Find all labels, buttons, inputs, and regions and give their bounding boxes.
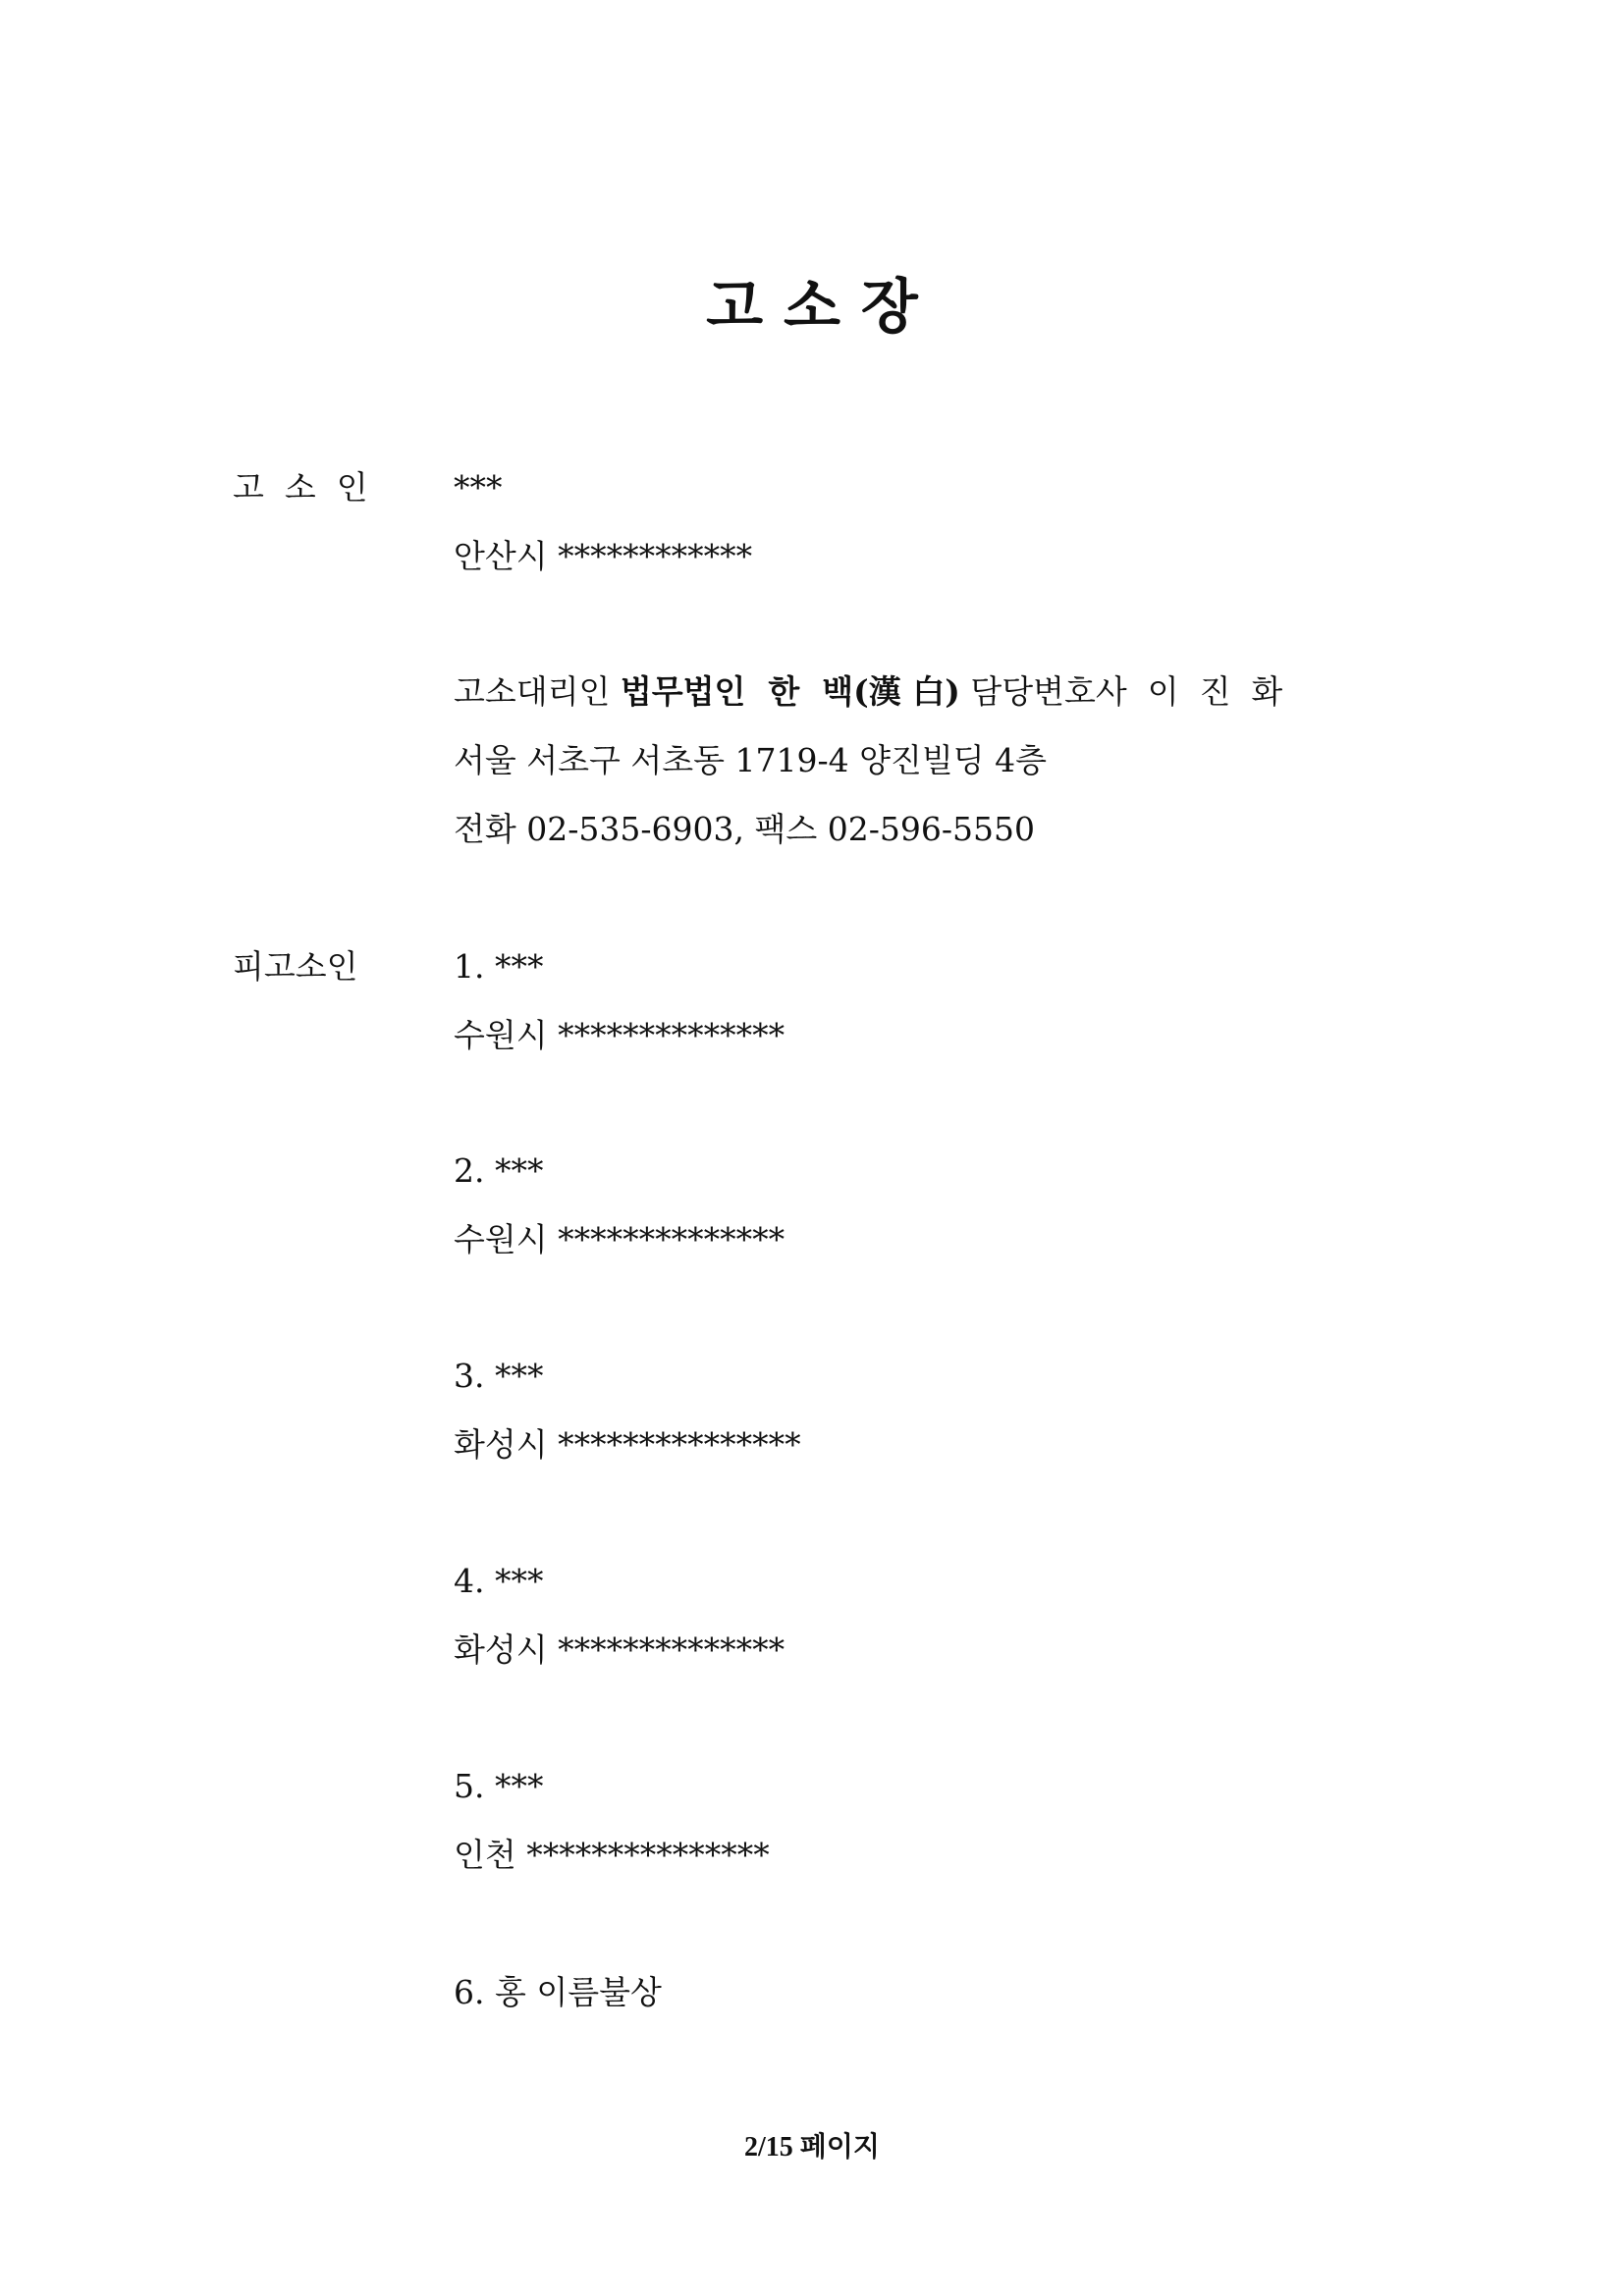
agent-contact: 전화 02-535-6903, 팩스 02-596-5550 bbox=[454, 810, 1035, 848]
defendants-label: 피고소인 bbox=[233, 947, 358, 986]
agent-line bbox=[454, 667, 1282, 717]
defendant-3-name: 3. *** bbox=[454, 1357, 544, 1395]
defendant-3-address: 화성시 *************** bbox=[454, 1425, 801, 1464]
agent-lawyer: 담당변호사 이 진 화 bbox=[970, 672, 1283, 711]
defendant-6-name: 6. 홍 이름불상 bbox=[454, 1973, 662, 2011]
complainant-address: 안산시 ************ bbox=[454, 537, 753, 575]
defendant-1-address: 수원시 ************** bbox=[454, 1016, 785, 1054]
document-title: 고 소 장 bbox=[706, 273, 918, 342]
complainant-name: *** bbox=[454, 468, 503, 507]
complainant-label: 고 소 인 bbox=[233, 468, 368, 507]
defendant-1-name: 1. *** bbox=[454, 947, 544, 986]
defendant-4-name: 4. *** bbox=[454, 1562, 544, 1600]
defendant-2-address: 수원시 ************** bbox=[454, 1220, 785, 1258]
page-number: 2/15 페이지 bbox=[744, 2132, 880, 2163]
agent-address: 서울 서초구 서초동 1719-4 양진빌딩 4층 bbox=[454, 741, 1047, 779]
defendant-4-address: 화성시 ************** bbox=[454, 1630, 785, 1669]
agent-firm: 법무법인 한 백(漢 白) bbox=[620, 672, 960, 711]
defendant-2-name: 2. *** bbox=[454, 1151, 544, 1190]
agent-prefix: 고소대리인 bbox=[454, 672, 611, 711]
defendant-5-name: 5. *** bbox=[454, 1767, 544, 1805]
defendant-5-address: 인천 *************** bbox=[454, 1836, 770, 1874]
